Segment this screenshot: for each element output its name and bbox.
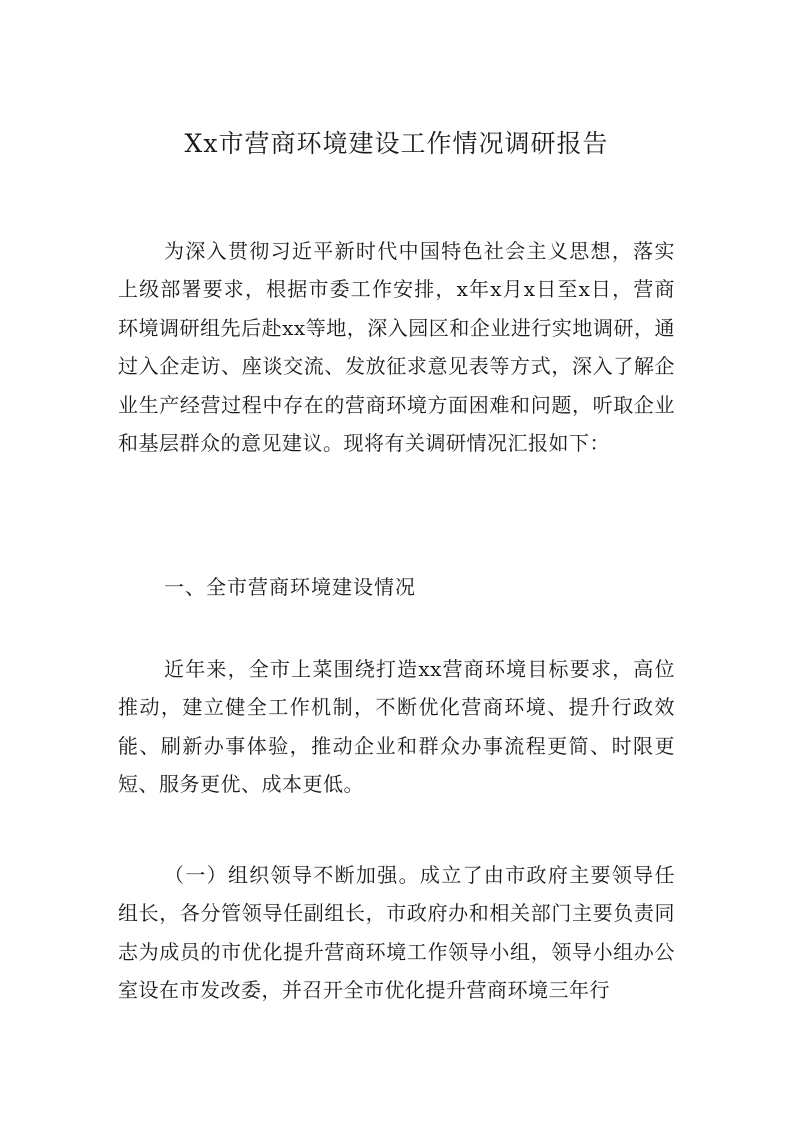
intro-paragraph: 为深入贯彻习近平新时代中国特色社会主义思想，落实上级部署要求，根据市委工作安排，x年x月x日至x日，营商环境调研组先后赴xx等地，深入园区和企业进行实地调研，通过入企走访、座谈交流、发放征求意见表等方式，深入了解企业生产经营过程中存在的营商环境方面困难和问题，听取企业和基层群众的意见建议。现将有关调研情况汇报如下： xyxy=(118,239,675,456)
section-paragraph-overview: 近年来，全市上菜围绕打造xx营商环境目标要求，高位推动，建立健全工作机制，不断优化营商环境、提升行政效能、刷新办事体验，推动企业和群众办事流程更简、时限更短、服务更优、成本更低。 xyxy=(118,657,675,797)
section-heading: 一、全市营商环境建设情况 xyxy=(164,575,416,599)
document-title: Xx市营商环境建设工作情况调研报告 xyxy=(184,129,609,158)
section-paragraph-leadership: （一）组织领导不断加强。成立了由市政府主要领导任组长，各分管领导任副组长，市政府办和相关部门主要负责同志为成员的市优化提升营商环境工作领导小组，领导小组办公室设在市发改委，并召开全市优化提升营商环境三年行 xyxy=(118,863,675,1003)
